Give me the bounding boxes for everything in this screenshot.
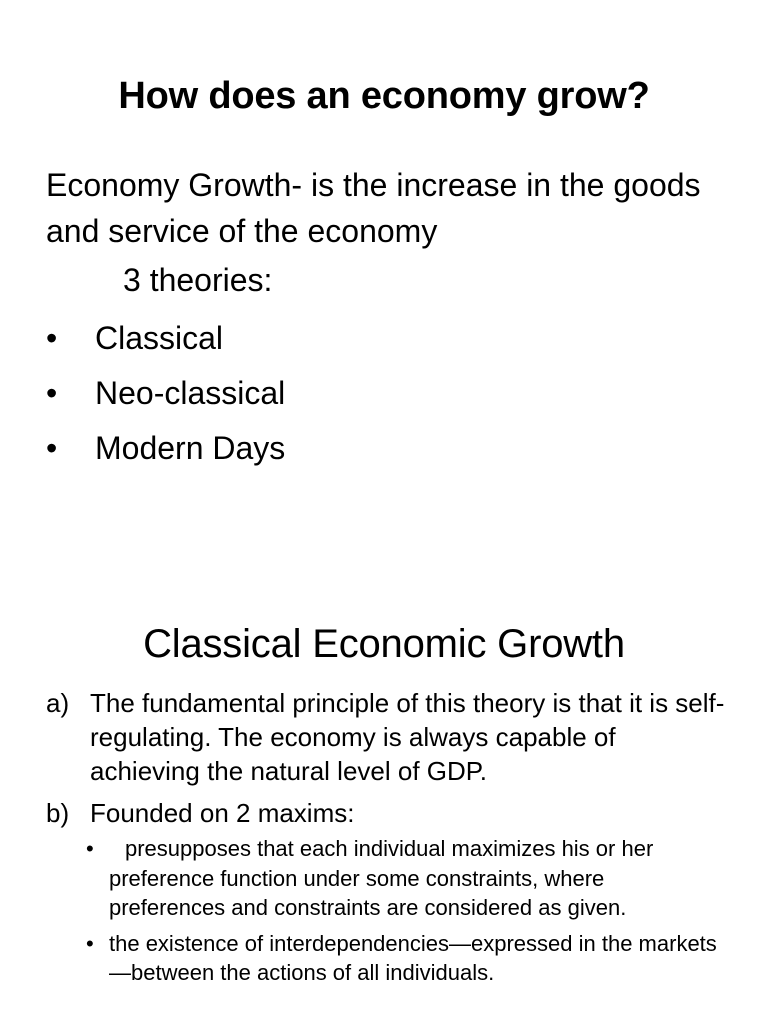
slide-classical-growth <box>0 512 768 1024</box>
sub-list-item-text: the existence of interdependencies—expressed in the markets—between the actions of all individuals. <box>109 930 717 985</box>
bullet-icon: • <box>86 930 94 956</box>
slide-title: How does an economy grow? <box>118 75 650 117</box>
definition-text: Economy Growth- is the increase in the goods and service of the economy <box>46 167 701 249</box>
list-marker: b) <box>46 798 70 828</box>
list-item-text: Founded on 2 maxims: <box>90 798 355 828</box>
bullet-icon: • <box>86 836 94 861</box>
ordered-list <box>46 686 726 988</box>
list-item <box>46 796 726 988</box>
list-item <box>46 686 726 788</box>
list-item-text: Neo-classical <box>95 375 286 411</box>
list-item-text: Classical <box>95 320 224 356</box>
slide-title: Classical Economic Growth <box>143 622 625 666</box>
list-item-text: Modern Days <box>95 430 286 466</box>
sub-list-item <box>86 929 726 988</box>
maxims-list <box>86 834 726 988</box>
list-marker: a) <box>46 688 70 718</box>
sub-list-item-text: presupposes that each individual maximizes his or her preference function under some constraints, where preferences and constraints are considered as given. <box>109 836 654 920</box>
theories-subheading: 3 theories: <box>123 262 273 298</box>
bullet-icon: • <box>46 320 58 356</box>
list-item-text: The fundamental principle of this theory is that it is self-regulating. The economy is always capable of achieving the natural level of GDP. <box>90 688 725 786</box>
bullet-icon: • <box>46 430 58 466</box>
bullet-icon: • <box>46 375 58 411</box>
sub-list-item <box>86 834 726 923</box>
